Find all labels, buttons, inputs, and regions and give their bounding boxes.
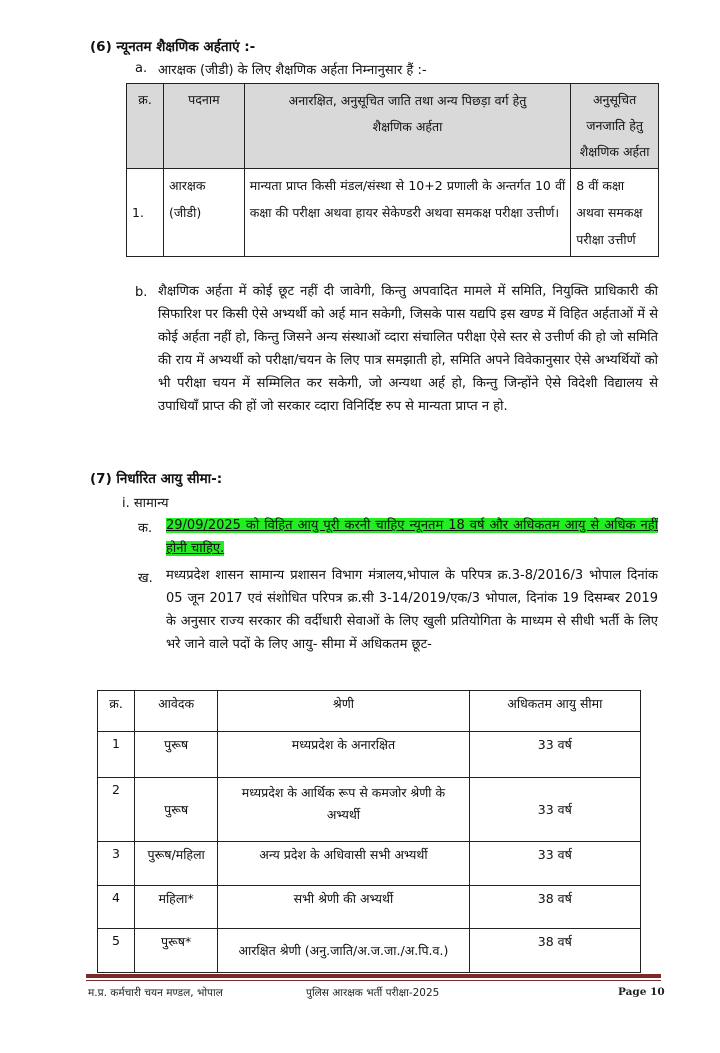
age-cell-max-age: 38 वर्ष xyxy=(469,886,640,929)
age-cell-category: मध्यप्रदेश के आर्थिक रूप से कमजोर श्रेणी के अभ्यर्थी xyxy=(218,778,469,842)
age-cell-category: सभी श्रेणी की अभ्यर्थी xyxy=(218,886,469,929)
age-cell-max-age: 33 वर्ष xyxy=(469,778,640,842)
age-cell-category: अन्य प्रदेश के अधिवासी सभी अभ्यर्थी xyxy=(218,842,469,886)
sub-b-text: शैक्षणिक अर्हता में कोई छूट नहीं दी जावेगी, किन्तु अपवादित मामले में समिति, नियुक्ति प्राधिकारी की सिफारिश पर किसी ऐसे अभ्यर्थी को अर्ह मान सकेगी, जिसके पास यद्यपि इस खण्ड में विहित अर्हताओं में से कोई अर्हता नहीं हो, किन्तु जिसने अन्य संस्थाओं व्दारा संचालित परीक्षा ऐसे स्तर से उत्तीर्ण की हो जो समिति की राय में अभ्यर्थी को परीक्षा/चयन के लिए पात्र समझाती हो, समिति अपने विवेकानुसार ऐसे अभ्यर्थियों को भी परीक्षा चयन में सम्मिलित कर सकेगी, जो अन्यथा अर्ह हो, किन्तु जिन्होंने ऐसे विदेशी विद्यालय से उपाधियाँ प्राप्त की हों जो सरकार व्दारा विनिर्दिष्ट रुप से मान्यता प्राप्त न हो. xyxy=(158,284,658,414)
age-cell-applicant: महिला* xyxy=(135,886,218,929)
ka-text xyxy=(166,514,658,560)
section7-heading: (7) निर्धारित आयु सीमा-: xyxy=(90,471,223,487)
footer-rule-thin xyxy=(86,980,661,981)
highlighted-age-requirement: 29/09/2025 को विहित आयु पूरी करनी चाहिए न्यूनतम 18 वर्ष और अधिकतम आयु से अधिक नहीं होनी चाहिए. xyxy=(166,518,658,556)
kha-marker: ख. xyxy=(138,571,153,586)
cell-st: 8 वीं कक्षा अथवा समकक्ष परीक्षा उत्तीर्ण xyxy=(571,169,659,257)
qualification-table xyxy=(126,83,659,257)
kha-text: मध्यप्रदेश शासन सामान्य प्रशासन विभाग मंत्रालय,भोपाल के परिपत्र क्र.3-8/2016/3 भोपाल दिनांक 05 जून 2017 एवं संशोधित परिपत्र क्र.सी 3-14/2019/एक/3 भोपाल, दिनांक 19 दिसम्बर 2019 के अनुसार राज्य सरकार की वर्दीधारी सेवाओं के लिए खुली प्रतियोगिता के माध्यम से सीधी भर्ती के लिए भरे जाने वाले पदों के लिए आयु- सीमा में अधिकतम छूट- xyxy=(166,568,658,652)
section6-heading: (6) न्यूनतम शैक्षणिक अर्हताएं :- xyxy=(90,39,256,55)
sub-a-text: आरक्षक (जीडी) के लिए शैक्षणिक अर्हता निम्नानुसार हैं :- xyxy=(158,63,427,78)
age-cell-applicant: पुरूष* xyxy=(135,929,218,973)
age-cell-num: 2 xyxy=(98,778,135,842)
cell-num: 1. xyxy=(127,169,164,257)
table-row xyxy=(127,169,659,257)
table-row xyxy=(98,842,641,886)
age-cell-num: 3 xyxy=(98,842,135,886)
col-header-post: पदनाम xyxy=(164,84,245,169)
sub-i-label: i. सामान्य xyxy=(122,496,169,511)
table-row xyxy=(98,929,641,973)
col-header-num: क्र. xyxy=(127,84,164,169)
table-row xyxy=(98,732,641,778)
age-col-applicant: आवेदक xyxy=(135,691,218,732)
age-col-num: क्र. xyxy=(98,691,135,732)
footer-left: म.प्र. कर्मचारी चयन मण्डल, भोपाल xyxy=(88,987,223,999)
age-cell-category: आरक्षित श्रेणी (अनु.जाति/अ.ज.जा./अ.पि.व.) xyxy=(218,929,469,973)
age-cell-num: 4 xyxy=(98,886,135,929)
sub-a-marker: a. xyxy=(135,61,148,76)
table-row xyxy=(98,778,641,842)
footer-center: पुलिस आरक्षक भर्ती परीक्षा-2025 xyxy=(306,987,440,999)
age-cell-applicant: पुरूष xyxy=(135,732,218,778)
sub-b-marker: b. xyxy=(135,285,148,300)
age-cell-max-age: 33 वर्ष xyxy=(469,842,640,886)
age-table-header xyxy=(98,691,641,732)
col-header-general: अनारक्षित, अनुसूचित जाति तथा अन्य पिछड़ा वर्ग हेतु शैक्षणिक अर्हता xyxy=(244,84,571,169)
age-cell-category: मध्यप्रदेश के अनारक्षित xyxy=(218,732,469,778)
ka-marker: क. xyxy=(138,521,153,536)
age-relaxation-table xyxy=(97,690,641,973)
age-col-category: श्रेणी xyxy=(218,691,469,732)
cell-general: मान्यता प्राप्त किसी मंडल/संस्था से 10+2 प्रणाली के अन्तर्गत 10 वीं कक्षा की परीक्षा अथवा हायर सेकेण्डरी अथवा समकक्ष परीक्षा उत्तीर्ण। xyxy=(244,169,571,257)
age-cell-max-age: 33 वर्ष xyxy=(469,732,640,778)
table-row xyxy=(98,886,641,929)
footer-rule-thick xyxy=(86,974,661,978)
age-cell-num: 1 xyxy=(98,732,135,778)
cell-post: आरक्षक (जीडी) xyxy=(164,169,245,257)
age-cell-max-age: 38 वर्ष xyxy=(469,929,640,973)
age-cell-applicant: पुरूष xyxy=(135,778,218,842)
age-col-max-age: अधिकतम आयु सीमा xyxy=(469,691,640,732)
age-cell-num: 5 xyxy=(98,929,135,973)
col-header-st: अनुसूचित जनजाति हेतु शैक्षणिक अर्हता xyxy=(571,84,659,169)
qualification-table-header xyxy=(127,84,659,169)
age-cell-applicant: पुरूष/महिला xyxy=(135,842,218,886)
footer-page-number: Page 10 xyxy=(618,986,665,998)
